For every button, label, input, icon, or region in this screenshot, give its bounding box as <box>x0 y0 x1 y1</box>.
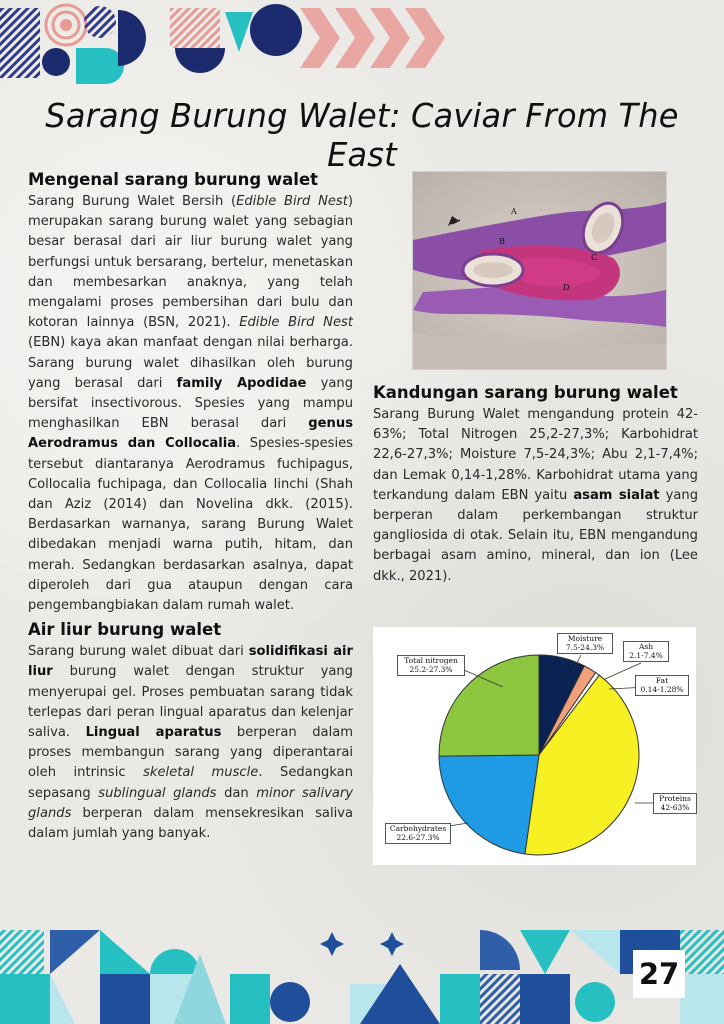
legend-carbohydrates: Carbohydrates 22.6-27.3% <box>385 823 451 844</box>
micrograph-label-b: B <box>499 237 505 246</box>
legend-moisture: Moisture 7.5-24.3% <box>557 633 613 654</box>
page-title: Sarang Burung Walet: Caviar From The East <box>45 96 679 174</box>
legend-proteins: Proteins 42-63% <box>653 793 697 814</box>
nutrient-pie-chart <box>373 627 696 865</box>
section-heading-kandungan: Kandungan sarang burung walet <box>373 383 678 402</box>
legend-ash: Ash 2.1-7.4% <box>623 641 669 662</box>
section-heading-mengenal: Mengenal sarang burung walet <box>28 170 319 189</box>
legend-fat: Fat 0.14-1.28% <box>635 675 689 696</box>
legend-total-nitrogen: Total nitrogen 25.2-27.3% <box>397 655 465 676</box>
pie-slice-carbohydrates <box>439 755 539 854</box>
right-column <box>373 383 698 587</box>
histology-micrograph <box>412 171 667 370</box>
left-column <box>28 170 353 844</box>
section-body-air-liur: Sarang burung walet dibuat dari solidifikasi air liur burung walet dengan struktur yang menyerupai gel. Proses pembuatan sarang tidak terlepas dari peran lingual aparatus dan kelenjar saliva. Lingual aparatus berperan dalam proses membangun sarang yang diperantarai oleh intrinsic skeletal muscle. Sedangkan sepasang sublingual glands dan minor salivary glands berperan dalam mensekresikan saliva dalam jumlah yang banyak. <box>28 644 354 842</box>
micrograph-label-c: C <box>591 253 598 262</box>
top-decoration <box>0 0 724 90</box>
section-heading-air-liur: Air liur burung walet <box>28 620 222 640</box>
micrograph-label-a: A <box>511 207 517 216</box>
page-number: 27 <box>633 950 685 998</box>
micrograph-label-d: D <box>563 283 570 292</box>
bottom-decoration <box>0 924 724 1024</box>
section-body-mengenal: Sarang Burung Walet Bersih (Edible Bird Nest) merupakan sarang burung walet yang sebagian besar berasal dari air liur burung walet yang berfungsi untuk bersarang, bertelur, menetaskan dan membesarkan anaknya, yang telah mengalami proses pembersihan dari bulu dan kotoran lainnya (BSN, 2021). Edible Bird Nest (EBN) kaya akan manfaat dengan nilai berharga. Sarang burung walet dihasilkan oleh burung yang berasal dari family Apodidae yang bersifat insectivorous. Spesies yang mampu menghasilkan EBN berasal dari genus Aerodramus dan Collocalia. Spesies-spesies tersebut diantaranya Aerodramus fuchipagus, Collocalia fuchipaga, dan Collocalia linchi (Shah dan Aziz (2014) dan Novelina dkk. (2015). Berdasarkan warnanya, sarang Burung Walet dibedakan menjadi warna putih, hitam, dan merah. Sedangkan berdasarkan asalnya, dapat diperoleh dari gua ataupun dengan cara pengembangbiakan dalam rumah walet. <box>28 194 354 614</box>
section-body-kandungan: Sarang Burung Walet mengandung protein 42-63%; Total Nitrogen 25,2-27,3%; Karbohidrat 22,6-27,3%; Moisture 7,5-24,3%; Abu 2,1-7,4%; dan Lemak 0,14-1,28%. Karbohidrat utama yang terkandung dalam EBN yaitu asam sialat yang berperan dalam perkembangan struktur gangliosida di otak. Selain itu, EBN mengandung berbagai asam amino, mineral, dan ion (Lee dkk., 2021). <box>373 407 699 584</box>
